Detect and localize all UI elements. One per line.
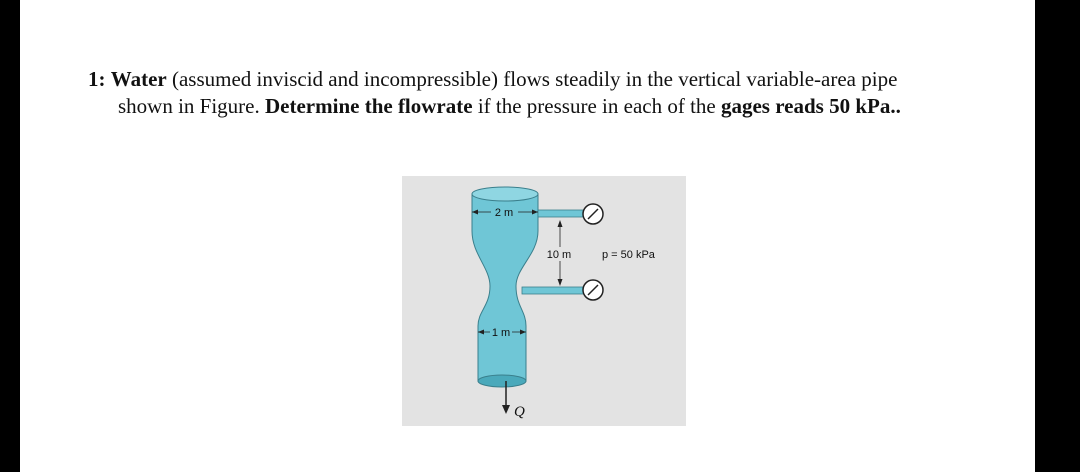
problem-intro: (assumed inviscid and incompressible) flows steadily in the vertical variable-area pipe: [171, 67, 898, 91]
document-page: [20, 0, 1035, 472]
upper-gage-tap: [538, 210, 586, 217]
distance-label: 10 m: [546, 249, 572, 261]
problem-gages: gages reads 50 kPa..: [720, 94, 901, 118]
problem-subject: Water: [110, 67, 167, 91]
problem-task: Determine the flowrate: [265, 94, 473, 118]
problem-number: 1:: [88, 67, 106, 91]
pipe-top-opening: [472, 187, 538, 201]
problem-figure-ref: shown in Figure.: [118, 94, 260, 118]
top-diameter-label: 2 m: [494, 207, 514, 219]
pipe-bottom-opening: [478, 375, 526, 387]
problem-statement: [88, 66, 1028, 120]
problem-middle: if the pressure in each of the: [477, 94, 716, 118]
lower-gage-tap: [522, 287, 586, 294]
pressure-label: p = 50 kPa: [602, 249, 655, 261]
pipe-figure: [402, 176, 686, 426]
pipe-diagram: [402, 176, 686, 426]
flow-label: Q: [514, 404, 525, 420]
bottom-diameter-label: 1 m: [491, 327, 511, 339]
